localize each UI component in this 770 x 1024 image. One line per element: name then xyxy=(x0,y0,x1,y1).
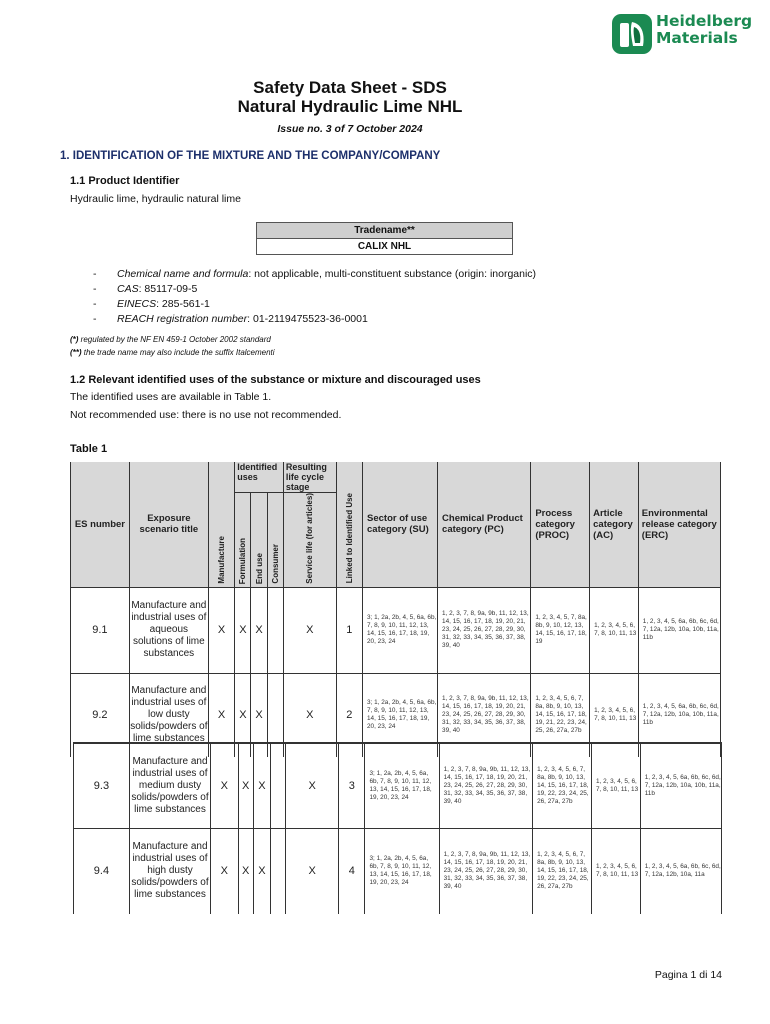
brand-logo xyxy=(612,13,762,55)
table-cell: Manufacture and industrial uses of low dusty solids/powders of lime substances xyxy=(129,673,208,757)
table-cell: X xyxy=(211,743,238,828)
paragraph: The identified uses are available in Table 1. xyxy=(70,391,272,403)
table-cell: 1, 2, 3, 4, 5, 6a, 6b, 6c, 6d, 7, 12a, 12b, 10a, 10b, 11a, 11b xyxy=(638,587,720,673)
table-cell: 1, 2, 3, 7, 8, 9a, 9b, 11, 12, 13, 14, 15, 16, 17, 18, 19, 20, 21, 23, 24, 25, 26, 27, 28, 29, 30, 31, 32, 33, 34, 35, 36, 37, 38, 39, 40 xyxy=(439,828,532,914)
table-cell: 9.4 xyxy=(74,828,130,914)
table-cell: X xyxy=(251,673,267,757)
table-cell: 1, 2, 3, 4, 5, 6, 7, 8, 10, 11, 13 xyxy=(591,743,640,828)
table-cell: X xyxy=(208,587,234,673)
col-su: Sector of use category (SU) xyxy=(363,462,438,587)
table-cell: 3; 1, 2a, 2b, 4, 5, 6a, 6b, 7, 8, 9, 10, 11, 12, 13, 14, 15, 16, 17, 18, 19, 20, 23, 24 xyxy=(363,673,438,757)
bullet-item: - EINECS: 285-561-1 xyxy=(93,298,210,310)
table-row xyxy=(74,743,722,828)
trade-name-header: Tradename** xyxy=(257,223,513,239)
table-cell xyxy=(267,587,283,673)
table-cell: 1, 2, 3, 7, 8, 9a, 9b, 11, 12, 13, 14, 15, 16, 17, 18, 19, 20, 21, 23, 24, 25, 26, 27, 28, 29, 30, 31, 32, 33, 34, 35, 36, 37, 38, 39, 40 xyxy=(438,587,531,673)
subsection-heading: 1.1 Product Identifier xyxy=(70,175,180,187)
brand-name-line1: Heidelberg xyxy=(656,12,753,30)
table-cell: 1, 2, 3, 4, 5, 6a, 6b, 6c, 6d, 7, 12a, 12b, 10a, 10b, 11a, 11b xyxy=(638,673,720,757)
table-row xyxy=(74,828,722,914)
table-cell: X xyxy=(283,587,336,673)
uses-table-continued xyxy=(73,742,722,914)
table-cell xyxy=(271,828,286,914)
uses-table xyxy=(70,462,721,757)
table-cell xyxy=(271,743,286,828)
table-cell: 1, 2, 3, 4, 5, 6, 7, 8, 10, 11, 13 xyxy=(590,587,639,673)
col-identified-uses: Identified uses xyxy=(235,462,284,493)
table-cell: X xyxy=(235,587,251,673)
col-erc: Environmental release category (ERC) xyxy=(638,462,720,587)
heidelberg-leaf-icon xyxy=(612,14,652,54)
footnote: (**) the trade name may also include the suffix Italcementi xyxy=(70,348,275,357)
table-cell: 9.2 xyxy=(71,673,130,757)
table-cell: X xyxy=(238,743,253,828)
table-cell: 2 xyxy=(336,673,362,757)
paragraph: Not recommended use: there is no use not recommended. xyxy=(70,409,342,421)
table-cell: 1, 2, 3, 4, 5, 7, 8a, 8b, 9, 10, 12, 13, 14, 15, 16, 17, 18, 19 xyxy=(531,587,590,673)
table-cell: 1, 2, 3, 4, 5, 6, 7, 8a, 8b, 9, 10, 13, 14, 15, 16, 17, 18, 19, 22, 23, 24, 25, 26, 27a, 27b xyxy=(533,743,592,828)
table-cell: 1, 2, 3, 7, 8, 9a, 9b, 11, 12, 13, 14, 15, 16, 17, 18, 19, 20, 21, 23, 24, 25, 26, 27, 28, 29, 30, 31, 32, 33, 34, 35, 36, 37, 38, 39, 40 xyxy=(438,673,531,757)
table-cell: 3 xyxy=(339,743,365,828)
col-proc: Process category (PROC) xyxy=(531,462,590,587)
trade-name-table xyxy=(256,222,513,255)
table-cell: 1, 2, 3, 4, 5, 6, 7, 8, 10, 11, 13 xyxy=(591,828,640,914)
product-identifier: Hydraulic lime, hydraulic natural lime xyxy=(70,193,241,205)
col-formulation: Formulation xyxy=(235,493,251,588)
table-cell: X xyxy=(253,743,270,828)
trade-name-value: CALIX NHL xyxy=(257,239,513,255)
table-cell: 3; 1, 2a, 2b, 4, 5, 6a, 6b, 7, 8, 9, 10, 11, 12, 13, 14, 15, 16, 17, 18, 19, 20, 23, 24 xyxy=(363,587,438,673)
table-cell: 1, 2, 3, 4, 5, 6, 7, 8, 10, 11, 13 xyxy=(590,673,639,757)
table-cell: X xyxy=(283,673,336,757)
table-cell: X xyxy=(286,743,339,828)
table-cell: 4 xyxy=(339,828,365,914)
col-end-use: End use xyxy=(251,493,267,588)
table-cell: X xyxy=(235,673,251,757)
page-number: Pagina 1 di 14 xyxy=(654,969,722,981)
brand-name-line2: Materials xyxy=(656,29,738,47)
document-title: Safety Data Sheet - SDS xyxy=(253,78,447,97)
table-cell: 3; 1, 2a, 2b, 4, 5, 6a, 6b, 7, 8, 9, 10, 11, 12, 13, 14, 15, 16, 17, 18, 19, 20, 23, 24 xyxy=(365,828,439,914)
table-cell: X xyxy=(238,828,253,914)
footnote: (*) regulated by the NF EN 459-1 October 2002 standard xyxy=(70,335,271,344)
issue-line: Issue no. 3 of 7 October 2024 xyxy=(277,123,423,135)
table-cell: 1, 2, 3, 4, 5, 6a, 6b, 6c, 6d, 7, 12a, 12b, 10a, 11a xyxy=(640,828,721,914)
col-service-life: Service life (for articles) xyxy=(283,493,336,588)
table-label: Table 1 xyxy=(70,443,108,455)
table-cell: Manufacture and industrial uses of medium dusty solids/powders of lime substances xyxy=(129,743,210,828)
table-cell: X xyxy=(251,587,267,673)
col-scenario: Exposure scenario title xyxy=(129,462,208,587)
table-cell: 1 xyxy=(336,587,362,673)
table-cell: 1, 2, 3, 7, 8, 9a, 9b, 11, 12, 13, 14, 15, 16, 17, 18, 19, 20, 21, 23, 24, 25, 26, 27, 28, 29, 30, 31, 32, 33, 34, 35, 36, 37, 38, 39, 40 xyxy=(439,743,532,828)
bullet-item: - Chemical name and formula: not applicable, multi-constituent substance (origin: inorganic) xyxy=(93,268,537,280)
section-heading: 1. IDENTIFICATION OF THE MIXTURE AND THE COMPANY/COMPANY xyxy=(60,150,441,162)
col-manufacture: Manufacture xyxy=(208,462,234,587)
table-cell: X xyxy=(208,673,234,757)
table-cell: Manufacture and industrial uses of high dusty solids/powders of lime substances xyxy=(129,828,210,914)
table-cell: X xyxy=(253,828,270,914)
product-title: Natural Hydraulic Lime NHL xyxy=(237,97,463,116)
col-ac: Article category (AC) xyxy=(590,462,639,587)
table-cell: 1, 2, 3, 4, 5, 6a, 6b, 6c, 6d, 7, 12a, 12b, 10a, 10b, 11a, 11b xyxy=(640,743,721,828)
table-row xyxy=(71,587,721,673)
col-es-number: ES number xyxy=(71,462,130,587)
bullet-item: - CAS: 85117-09-5 xyxy=(93,283,198,295)
table-cell: Manufacture and industrial uses of aqueous solutions of lime substances xyxy=(129,587,208,673)
table-cell: 9.1 xyxy=(71,587,130,673)
col-pc: Chemical Product category (PC) xyxy=(438,462,531,587)
table-cell: X xyxy=(286,828,339,914)
subsection-heading: 1.2 Relevant identified uses of the substance or mixture and discouraged uses xyxy=(70,374,481,386)
col-lifecycle: Resulting life cycle stage xyxy=(283,462,336,493)
table-cell: X xyxy=(211,828,238,914)
bullet-item: - REACH registration number: 01-2119475523-36-0001 xyxy=(93,313,368,325)
table-cell: 1, 2, 3, 4, 5, 6, 7, 8a, 8b, 9, 10, 13, 14, 15, 16, 17, 18, 19, 22, 23, 24, 25, 26, 27a, 27b xyxy=(533,828,592,914)
table-cell: 3; 1, 2a, 2b, 4, 5, 6a, 6b, 7, 8, 9, 10, 11, 12, 13, 14, 15, 16, 17, 18, 19, 20, 23, 24 xyxy=(365,743,439,828)
table-cell: 1, 2, 3, 4, 5, 6, 7, 8a, 8b, 9, 10, 13, 14, 15, 16, 17, 18, 19, 21, 22, 23, 24, 25, 26, 27a, 27b xyxy=(531,673,590,757)
col-linked: Linked to Identified Use xyxy=(336,462,362,587)
table-cell: 9.3 xyxy=(74,743,130,828)
col-consumer: Consumer xyxy=(267,493,283,588)
